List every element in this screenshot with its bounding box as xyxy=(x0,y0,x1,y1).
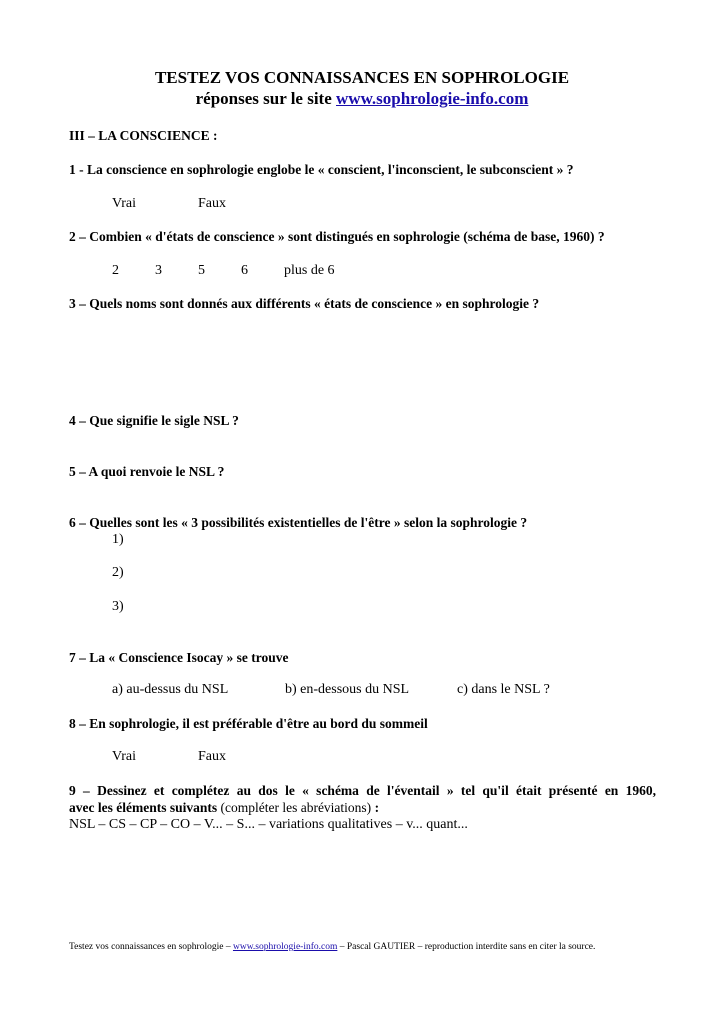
q2-option-plus-de-6: plus de 6 xyxy=(284,263,335,278)
q7-option-a: a) au-dessus du NSL xyxy=(112,682,229,697)
footer xyxy=(69,942,595,952)
q9-line2-end: : xyxy=(371,800,380,815)
footer-site-link[interactable]: www.sophrologie-info.com xyxy=(232,942,338,952)
question-1: 1 - La conscience en sophrologie englobe le « conscient, l'inconscient, le subconscient » ? xyxy=(69,162,574,177)
question-9-line-3: NSL – CS – CP – CO – V... – S... – variations qualitatives – v... quant... xyxy=(69,817,468,832)
q1-option-vrai: Vrai xyxy=(112,196,137,211)
q7-option-b: b) en-dessous du NSL xyxy=(285,682,410,697)
subtitle-prefix: réponses sur le site xyxy=(195,89,337,108)
question-5: 5 – A quoi renvoie le NSL ? xyxy=(69,464,225,479)
question-2: 2 – Combien « d'états de conscience » sont distingués en sophrologie (schéma de base, 1960) ? xyxy=(69,229,605,244)
q2-option-5: 5 xyxy=(198,263,205,278)
q9-line2-normal: (compléter les abréviations) xyxy=(217,800,372,815)
question-9-line-2 xyxy=(69,800,379,816)
q2-option-3: 3 xyxy=(155,263,162,278)
q8-option-faux: Faux xyxy=(198,749,226,764)
footer-prefix: Testez vos connaissances en sophrologie – xyxy=(69,942,233,952)
q7-option-c: c) dans le NSL ? xyxy=(457,682,550,697)
q6-item-3: 3) xyxy=(112,599,124,614)
question-3: 3 – Quels noms sont donnés aux différents « états de conscience » en sophrologie ? xyxy=(69,296,540,311)
footer-suffix: – Pascal GAUTIER – reproduction interdite sans en citer la source. xyxy=(337,942,596,952)
q1-option-faux: Faux xyxy=(198,196,226,211)
question-6: 6 – Quelles sont les « 3 possibilités existentielles de l'être » selon la sophrologie ? xyxy=(69,515,528,530)
q9-line2-bold: avec les éléments suivants xyxy=(69,800,218,815)
q6-item-1: 1) xyxy=(112,532,124,547)
question-9-line-1: 9 – Dessinez et complétez au dos le « schéma de l'éventail » tel qu'il était présenté en 1960, xyxy=(69,783,656,798)
q2-option-6: 6 xyxy=(241,263,248,278)
question-7: 7 – La « Conscience Isocay » se trouve xyxy=(69,650,289,665)
question-4: 4 – Que signifie le sigle NSL ? xyxy=(69,413,239,428)
site-link[interactable]: www.sophrologie-info.com xyxy=(336,89,529,108)
q8-option-vrai: Vrai xyxy=(112,749,137,764)
section-title: III – LA CONSCIENCE : xyxy=(69,128,218,143)
page-subtitle xyxy=(0,89,724,109)
q6-item-2: 2) xyxy=(112,565,124,580)
question-8: 8 – En sophrologie, il est préférable d'être au bord du sommeil xyxy=(69,716,428,731)
page-title: TESTEZ VOS CONNAISSANCES EN SOPHROLOGIE xyxy=(154,68,570,87)
q2-option-2: 2 xyxy=(112,263,119,278)
